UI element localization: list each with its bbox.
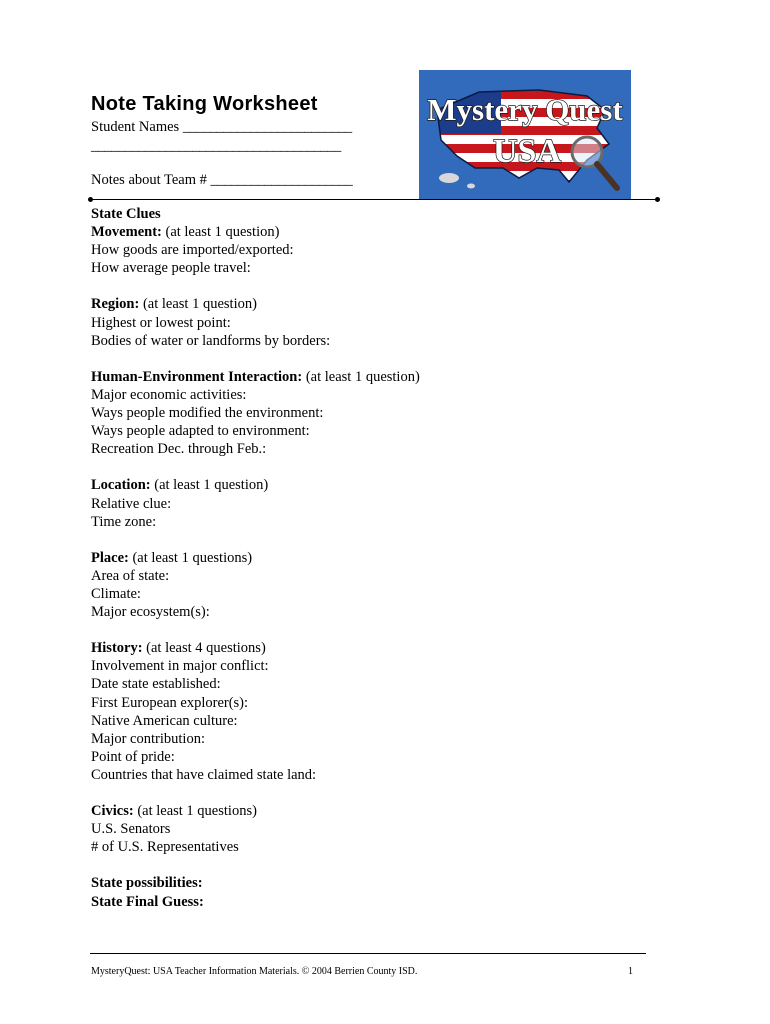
section-note: (at least 1 question) — [154, 477, 269, 494]
clue-item: Climate: — [91, 585, 141, 602]
section-region — [91, 295, 651, 349]
logo-line-2: USA — [492, 133, 562, 170]
clue-item: First European explorer(s): — [91, 694, 249, 711]
clue-item: Date state established: — [91, 676, 221, 693]
clue-item: Ways people modified the environment: — [91, 405, 324, 422]
state-clues-heading: State Clues — [91, 206, 161, 222]
mystery-quest-logo — [419, 70, 631, 200]
clue-item: Involvement in major conflict: — [91, 658, 269, 675]
clue-item: How goods are imported/exported: — [91, 242, 294, 259]
clue-item: Native American culture: — [91, 712, 238, 729]
section-title: History: — [91, 640, 143, 657]
section-history — [91, 639, 651, 784]
section-heading — [91, 639, 651, 657]
clue-item: U.S. Senators — [91, 821, 171, 838]
student-names-blank: _________________________ — [182, 119, 352, 135]
clue-item: Bodies of water or landforms by borders: — [91, 332, 331, 349]
team-label: Notes about Team # — [91, 172, 207, 188]
footer-text: MysteryQuest: USA Teacher Information Materials. © 2004 Berrien County ISD. — [91, 966, 418, 977]
clue-item: Recreation Dec. through Feb.: — [91, 441, 267, 458]
section-civics — [91, 802, 651, 856]
clue-item: Major economic activities: — [91, 386, 247, 403]
clue-item: Highest or lowest point: — [91, 314, 231, 331]
team-line — [91, 172, 352, 189]
section-title: Civics: — [91, 803, 134, 820]
clue-item: Area of state: — [91, 567, 170, 584]
header-divider — [90, 199, 658, 200]
clue-item: How average people travel: — [91, 260, 251, 277]
divider-dot-right — [655, 197, 660, 202]
section-place — [91, 549, 651, 621]
clue-item: Major contribution: — [91, 730, 205, 747]
section-title: Movement: — [91, 224, 162, 241]
section-note: (at least 1 question) — [305, 368, 420, 385]
team-blank: _____________________ — [210, 172, 353, 188]
section-heading — [91, 368, 651, 386]
student-names-blank-2: _____________________________________ — [91, 138, 341, 154]
clue-item: # of U.S. Representatives — [91, 839, 239, 856]
section-location — [91, 476, 651, 530]
student-names-line — [91, 119, 352, 136]
section-note: (at least 1 question) — [142, 296, 257, 313]
section-human-environment — [91, 368, 651, 458]
footer-divider — [90, 953, 646, 954]
page-title: Note Taking Worksheet — [91, 93, 318, 115]
worksheet-body — [91, 205, 651, 911]
logo-line-1: Mystery Quest — [427, 92, 623, 127]
student-names-label: Student Names — [91, 119, 180, 135]
section-title: Human-Environment Interaction: — [91, 368, 303, 385]
clue-item: Ways people adapted to environment: — [91, 423, 310, 440]
student-names-continuation — [91, 138, 341, 155]
section-heading — [91, 295, 651, 313]
section-movement — [91, 223, 651, 277]
state-possibilities: State possibilities: — [91, 875, 203, 892]
section-heading — [91, 549, 651, 567]
clue-item: Point of pride: — [91, 748, 175, 765]
section-note: (at least 1 questions) — [132, 549, 253, 566]
clue-item: Countries that have claimed state land: — [91, 766, 317, 783]
clue-item: Time zone: — [91, 513, 157, 530]
section-heading — [91, 476, 651, 494]
section-note: (at least 1 question) — [165, 224, 280, 241]
section-heading — [91, 802, 651, 820]
section-title: Location: — [91, 477, 151, 494]
section-title: Place: — [91, 549, 129, 566]
clue-item: Major ecosystem(s): — [91, 604, 210, 621]
clue-item: Relative clue: — [91, 495, 172, 512]
page-number: 1 — [628, 966, 633, 977]
state-final-guess: State Final Guess: — [91, 893, 204, 910]
section-title: Region: — [91, 296, 140, 313]
section-heading — [91, 223, 651, 241]
section-note: (at least 4 questions) — [146, 640, 266, 657]
divider-dot-left — [88, 197, 93, 202]
section-note: (at least 1 questions) — [137, 803, 257, 820]
